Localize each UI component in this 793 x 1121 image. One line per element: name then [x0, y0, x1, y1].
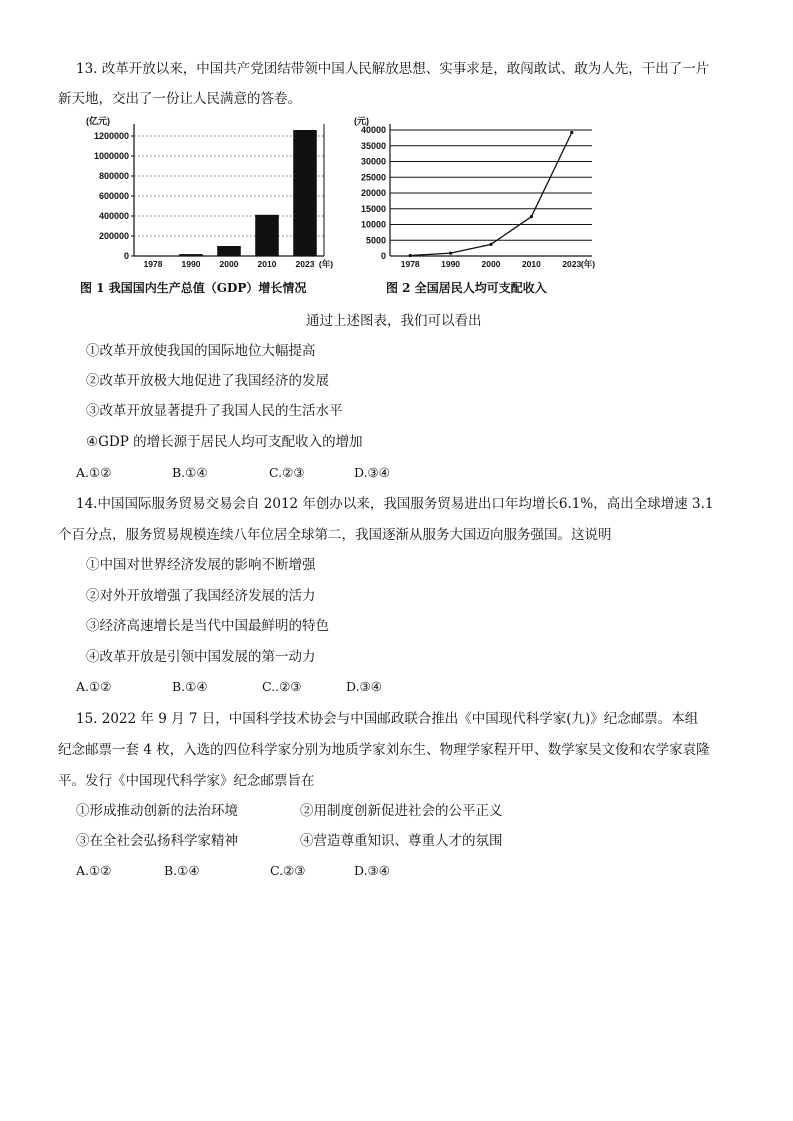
q15-stem-line1: 15. 2022 年 9 月 7 日，中国科学技术协会与中国邮政联合推出《中国现代科学家(九)》纪念邮票。本组: [76, 711, 699, 727]
chart1-y-tick-label: 1200000: [93, 131, 129, 141]
chart2-x-tick-label: 1978: [400, 259, 420, 269]
chart2-x-tick-label: 2023: [562, 259, 582, 269]
q13-option-4: ④GDP 的增长源于居民人均可支配收入的增加: [86, 434, 363, 450]
q13-choice-b[interactable]: B.①④: [172, 465, 208, 480]
q15-choice-d[interactable]: D.③④: [354, 863, 390, 878]
chart2-point-1990: [449, 252, 452, 255]
chart1-bar-2010: [255, 215, 279, 256]
chart2-x-tick-label: 2000: [481, 259, 501, 269]
q15-option-2: ②用制度创新促进社会的公平正义: [300, 803, 503, 819]
q15-stem-line3: 平。发行《中国现代科学家》纪念邮票旨在: [58, 773, 315, 789]
q15-choice-c[interactable]: C.②③: [270, 863, 306, 878]
q15-choice-b[interactable]: B.①④: [164, 863, 200, 878]
q13-option-3: ③改革开放显著提升了我国人民的生活水平: [86, 403, 343, 419]
q14-choice-a[interactable]: A.①②: [76, 679, 112, 694]
chart1-y-tick-label: 400000: [98, 211, 129, 221]
q14-choice-d[interactable]: D.③④: [346, 679, 382, 694]
q13-prompt: 通过上述图表，我们可以看出: [306, 313, 482, 329]
chart2-x-tick-label: 2010: [521, 259, 541, 269]
chart2-y-tick-label: 15000: [360, 203, 386, 214]
q15-option-3: ③在全社会弘扬科学家精神: [76, 833, 238, 849]
chart2-y-tick-label: 20000: [360, 188, 386, 198]
q14-choice-b[interactable]: B.①④: [172, 679, 208, 694]
chart2-y-tick-label: 5000: [365, 235, 386, 246]
chart2-caption: 图 2 全国居民人均可支配收入: [386, 281, 547, 295]
q14-option-1: ①中国对世界经济发展的影响不断增强: [86, 557, 316, 573]
q15-stem-line2: 纪念邮票一套 4 枚，入选的四位科学家分别为地质学家刘东生、物理学家程开甲、数学家吴文俊和农学家袁隆: [58, 742, 710, 758]
chart2-point-1978: [409, 254, 412, 257]
chart1-y-tick-label: 800000: [98, 171, 129, 181]
q13-stem-line1: 13. 改革开放以来，中国共产党团结带领中国人民解放思想、实事求是，敢闯敢试、敢为人先，干出了一片: [76, 61, 710, 77]
chart1-x-tick-label: 2023: [295, 259, 315, 269]
chart1-unit-label: (亿元): [86, 116, 110, 126]
chart1-x-tick-label: 2000: [219, 259, 239, 269]
chart1-bar-2000: [217, 246, 241, 256]
q15-option-1: ①形成推动创新的法治环境: [76, 803, 238, 819]
chart1-x-tick-label: 1978: [143, 259, 163, 269]
chart2-y-tick-label: 0: [380, 251, 386, 261]
q14-option-2: ②对外开放增强了我国经济发展的活力: [86, 588, 316, 604]
chart2-point-2000: [489, 243, 492, 246]
chart2-series-line: [410, 133, 572, 256]
q15-option-4: ④营造尊重知识、尊重人才的氛围: [300, 833, 503, 849]
chart2-y-tick-label: 30000: [360, 156, 386, 167]
chart2-x-unit-label: (年): [580, 259, 596, 269]
chart1-bar-1990: [179, 254, 203, 256]
chart1-y-tick-label: 0: [123, 251, 129, 261]
chart2-y-tick-label: 10000: [360, 219, 386, 230]
q13-choice-d[interactable]: D.③④: [354, 465, 390, 480]
q14-choice-c[interactable]: C..②③: [262, 679, 302, 694]
q13-choice-a[interactable]: A.①②: [76, 465, 112, 480]
chart2-unit-label: (元): [354, 116, 369, 126]
q13-choice-c[interactable]: C.②③: [269, 465, 305, 480]
chart1-y-tick-label: 200000: [98, 231, 129, 241]
chart1-y-tick-label: 600000: [98, 191, 129, 201]
chart2-point-2010: [530, 215, 533, 218]
q15-choice-a[interactable]: A.①②: [76, 863, 112, 878]
q14-stem-line1: 14.中国国际服务贸易交易会自 2012 年创办以来，我国服务贸易进出口年均增长6.1%，高出全球增速 3.1: [76, 496, 714, 512]
q13-option-2: ②改革开放极大地促进了我国经济的发展: [86, 373, 329, 389]
q13-option-1: ①改革开放使我国的国际地位大幅提高: [86, 343, 316, 359]
chart2-y-tick-label: 25000: [360, 172, 386, 183]
chart1-y-tick-label: 1000000: [93, 151, 129, 161]
chart1-x-unit-label: (年): [318, 259, 334, 269]
chart2-point-2023: [570, 131, 573, 134]
chart1-x-tick-label: 2010: [257, 259, 277, 269]
q14-option-3: ③经济高速增长是当代中国最鲜明的特色: [86, 618, 329, 634]
chart1-caption: 图 1 我国国内生产总值（GDP）增长情况: [80, 281, 307, 295]
chart2-y-tick-label: 35000: [360, 140, 386, 151]
q14-option-4: ④改革开放是引领中国发展的第一动力: [86, 649, 316, 665]
chart2-x-tick-label: 1990: [441, 259, 461, 269]
gdp-bar-chart: [72, 114, 344, 274]
q13-stem-line2: 新天地，交出了一份让人民满意的答卷。: [58, 91, 301, 107]
chart2-y-tick-label: 40000: [360, 125, 386, 135]
chart1-bar-2023: [293, 130, 317, 256]
chart1-x-tick-label: 1990: [181, 259, 201, 269]
income-line-chart: [346, 114, 610, 274]
q14-stem-line2: 个百分点，服务贸易规模连续八年位居全球第二，我国逐渐从服务大国迈向服务强国。这说明: [58, 527, 612, 543]
